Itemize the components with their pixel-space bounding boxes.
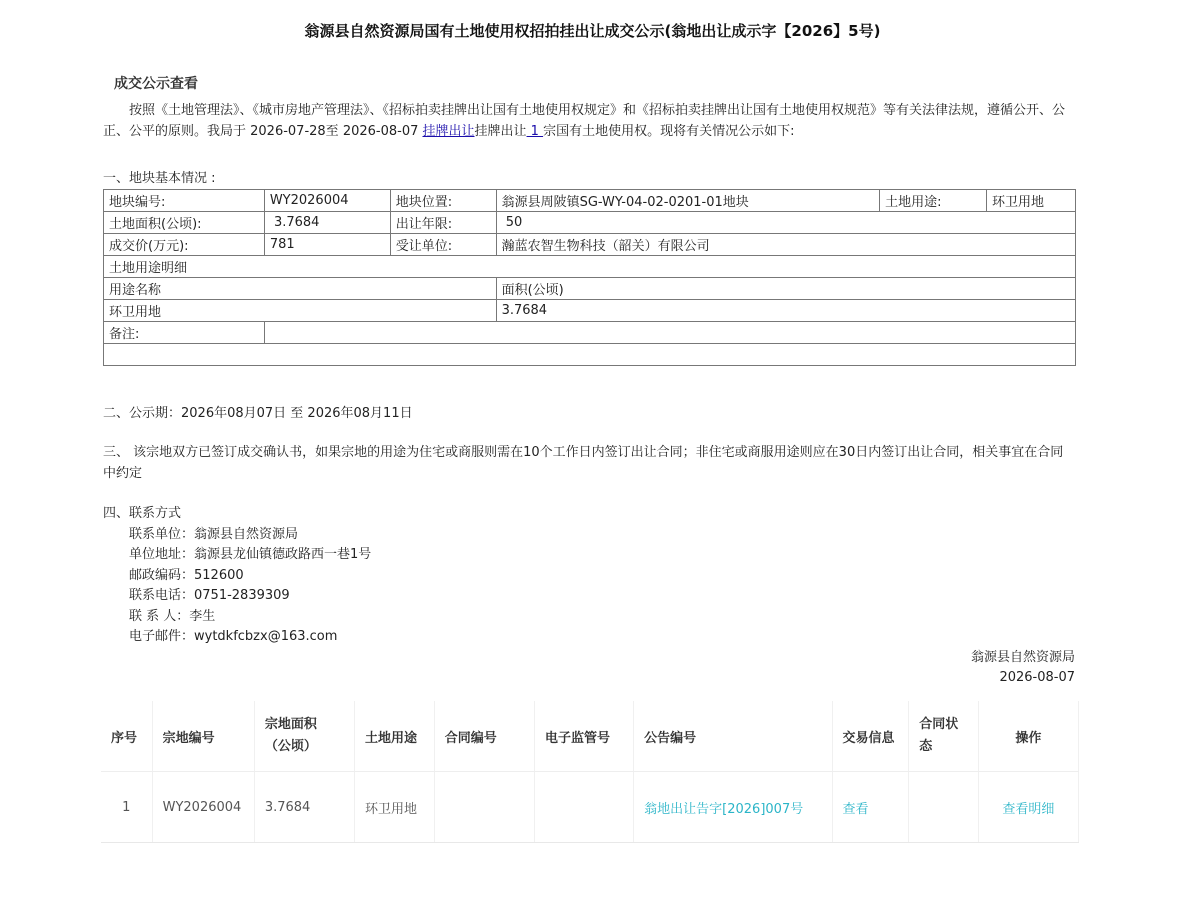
use-detail-label: 土地用途明细 [104, 256, 1076, 278]
header-area [254, 701, 354, 772]
section-2-period: 二、公示期：2026年08月07日 至 2026年08月11日 [103, 406, 413, 421]
contact-postcode: 邮政编码：512600 [129, 567, 244, 583]
header-seq: 序号 [101, 701, 152, 772]
signature-block [971, 648, 1075, 688]
price-label: 成交价(万元): [104, 234, 265, 256]
transaction-list-table [101, 701, 1079, 843]
header-action: 操作 [978, 701, 1078, 772]
page-title: 翁源县自然资源局国有土地使用权招拍挂出让成交公示(翁地出让成示字【2026】5号) [304, 22, 881, 40]
count-link[interactable]: 1 [526, 124, 544, 139]
notice-no-link[interactable]: 翁地出让告字[2026]007号 [634, 772, 832, 843]
table-header-row [101, 701, 1079, 772]
parcel-no-label: 地块编号: [104, 190, 265, 212]
table-row [101, 772, 1079, 843]
header-status-text: 合同状 态 [919, 717, 959, 754]
section-4-contact [103, 504, 371, 648]
area-value: 3.7684 [264, 212, 390, 234]
term-label: 出让年限: [390, 212, 496, 234]
contact-unit: 联系单位：翁源县自然资源局 [129, 526, 299, 542]
remark-label: 备注: [104, 322, 265, 344]
signature-date: 2026-08-07 [999, 670, 1075, 685]
intro-paragraph [103, 100, 1075, 142]
cell-parcel-no: WY2026004 [152, 772, 254, 843]
buyer-label: 受让单位: [390, 234, 496, 256]
location-value: 翁源县周陂镇SG-WY-04-02-0201-01地块 [496, 190, 880, 212]
area-label: 土地面积(公顷): [104, 212, 265, 234]
parcel-no-value: WY2026004 [264, 190, 390, 212]
contact-address: 单位地址：翁源县龙仙镇德政路西一巷1号 [129, 547, 372, 562]
header-supervision-no: 电子监管号 [535, 701, 634, 772]
location-label: 地块位置: [390, 190, 496, 212]
header-parcel-no: 宗地编号 [152, 701, 254, 772]
price-value: 781 [264, 234, 390, 256]
header-contract-status [909, 701, 979, 772]
contact-phone: 联系电话：0751-2839309 [129, 588, 290, 603]
use-row-area: 3.7684 [496, 300, 1075, 322]
cell-seq: 1 [101, 772, 152, 843]
header-trade-info: 交易信息 [832, 701, 909, 772]
intro-text-1: 按照《土地管理法》、《城市房地产管理法》、《招标拍卖挂牌出让国有土地使用权规定》和《招标拍卖挂牌出让国有土地使用权规范》等有关法律法规，遵循公开、公正、公平的原则。我局于 2026-07-28至 2026-08-07 [103, 103, 1066, 139]
use-area-header: 面积(公顷) [496, 278, 1075, 300]
signature-org: 翁源县自然资源局 [970, 650, 1075, 665]
section-3-contract-note: 三、 该宗地双方已签订成交确认书，如果宗地的用途为住宅或商服则需在10个工作日内签订出让合同；非住宅或商服用途则应在30日内签订出让合同，相关事宜在合同中约定 [103, 445, 1064, 481]
contact-email: 电子邮件：wytdkfcbzx@163.com [129, 629, 338, 644]
intro-text-3: 宗国有土地使用权。现将有关情况公示如下: [543, 124, 795, 139]
use-label: 土地用途: [880, 190, 987, 212]
cell-area: 3.7684 [254, 772, 354, 843]
use-name-header: 用途名称 [104, 278, 497, 300]
use-value: 环卫用地 [987, 190, 1076, 212]
buyer-value: 瀚蓝农智生物科技（韶关）有限公司 [496, 234, 1075, 256]
header-use: 土地用途 [355, 701, 435, 772]
cell-use: 环卫用地 [355, 772, 435, 843]
term-value: 50 [496, 212, 1075, 234]
listing-link[interactable]: 挂牌出让 [422, 124, 475, 139]
parcel-info-table [103, 189, 1076, 366]
header-notice-no: 公告编号 [634, 701, 832, 772]
view-trade-link[interactable]: 查看 [832, 772, 909, 843]
remark-value [264, 322, 1075, 344]
intro-text-2: 挂牌出让 [474, 124, 527, 139]
section-1-heading: 一、地块基本情况 : [103, 171, 216, 186]
cell-contract-status [909, 772, 979, 843]
cell-contract-no [434, 772, 534, 843]
header-contract-no: 合同编号 [434, 701, 534, 772]
header-area-text: 宗地面积 （公顷） [264, 717, 317, 754]
section-heading: 成交公示查看 [114, 76, 198, 92]
view-detail-link[interactable]: 查看明细 [978, 772, 1078, 843]
cell-supervision-no [535, 772, 634, 843]
empty-row [104, 344, 1076, 366]
contact-heading: 四、联系方式 [103, 506, 182, 521]
contact-person: 联 系 人：李生 [129, 608, 216, 624]
use-row-name: 环卫用地 [104, 300, 497, 322]
